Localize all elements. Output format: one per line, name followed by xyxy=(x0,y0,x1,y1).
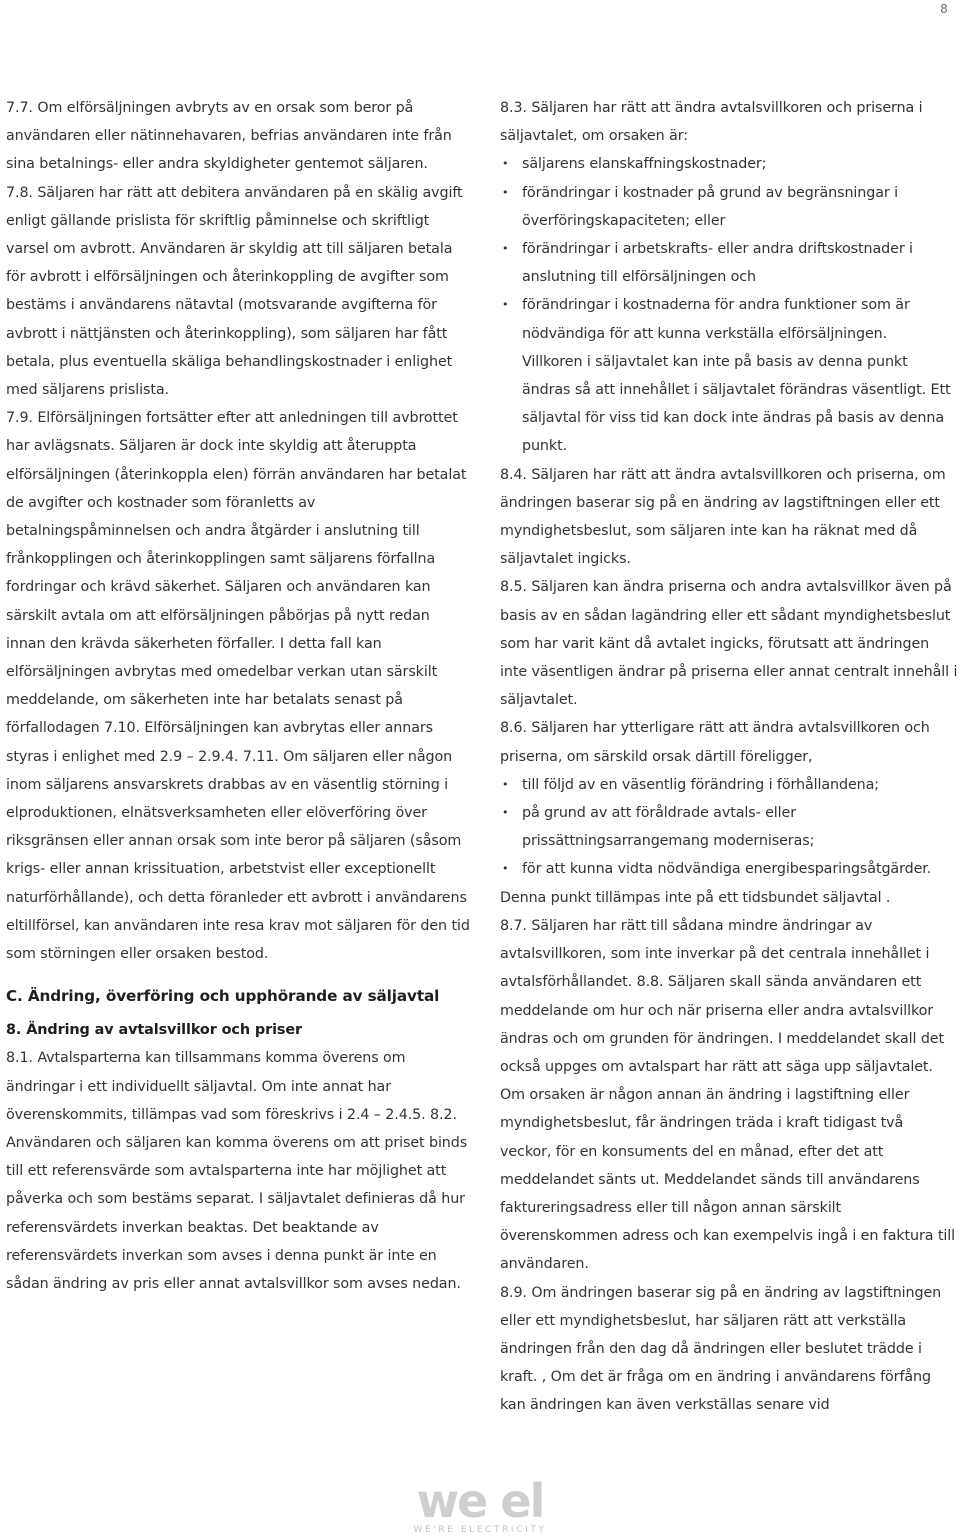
section-8-9: 8.9. Om ändringen baserar sig på en ändring av lagstiftningen eller ett myndighetsbeslut, har säljaren rätt att verkställa ändringen från den dag då ändringen eller beslutet trädde i kraft. , Om det är fråga om en ändring i användarens förfång kan ändringen kan även verkställas senare vid xyxy=(500,1284,942,1414)
logo-wordmark: we el xyxy=(416,1474,544,1528)
section-7-8: 7.8. Säljaren har rätt att debitera användaren på en skälig avgift enligt gällande prislista för skriftlig påminnelse och skriftligt varsel om avbrott. Användaren är skyldig att till säljaren betala för avbrott i elförsäljningen och återinkoppling de avgifter som bestäms i användarens nätavtal (motsvarande avgifterna för avbrott i nättjänsten och återinkoppling), som säljaren har fått betala, plus eventuella skäliga behandlingskostnader i enlighet med säljarens prislista. xyxy=(6,184,463,399)
section-7-9: 7.9. Elförsäljningen fortsätter efter att anledningen till avbrottet har avlägsnats. Säljaren är dock inte skyldig att återuppta elförsäljningen (återinkoppla elen) förrän användaren har betalat de avgifter och kostnader som föranletts av betalningspåminnelsen och andra åtgärder i anslutning till frånkopplingen och återinkopplingen samt säljarens förfallna fordringar och krävd säkerhet. Säljaren och användaren kan särskilt avtala om att elförsäljningen påbörjas på nytt redan innan den krävda säkerheten förfaller. I detta fall kan elförsäljningen avbrytas med omedelbar verkan utan särskilt meddelande, om säkerheten inte har betalats senast på förfallodagen 7.10. Elförsäljningen kan avbrytas eller annars styras i enlighet med 2.9 – 2.9.4. 7.11. Om säljaren eller någon inom säljarens ansvarskrets drabbas av en väsentlig störning i elproduktionen, elnätsverksamheten eller elöverföring över riksgränsen eller annan orsak som inte beror på säljaren (såsom krigs- eller annan krissituation, arbetstvist eller exceptionellt naturförhållande), och detta föranleder ett avbrott i användarens eltillförsel, kan användaren inte resa krav mot säljaren för den tid som störningen eller orsaken bestod. xyxy=(6,410,470,963)
section-7-7: 7.7. Om elförsäljningen avbryts av en orsak som beror på användaren eller nätinnehavaren, befrias användaren inte från sina betalnings- eller andra skyldigheter gentemot säljaren. xyxy=(6,100,452,173)
bullet-list-8-3 xyxy=(500,150,958,347)
section-8-3: 8.3. Säljaren har rätt att ändra avtalsvillkoren och priserna i säljavtalet, om orsaken är: xyxy=(500,100,923,145)
right-column xyxy=(500,94,958,1420)
page-number: 8 xyxy=(940,1,948,16)
heading-section-8: 8. Ändring av avtalsvillkor och priser xyxy=(6,1022,303,1039)
list-item: • för att kunna vidta nödvändiga energibesparingsåtgärder. xyxy=(500,855,958,883)
section-8-5: 8.5. Säljaren kan ändra priserna och andra avtalsvillkor även på basis av en sådan lagändring eller ett sådant myndighetsbeslut som har varit känt då avtalet ingicks, förutsatt att ändringen inte väsentligen ändrar på priserna eller annat centralt innehåll i säljavtalet. xyxy=(500,579,958,709)
section-8-6-continued: Denna punkt tillämpas inte på ett tidsbundet säljavtal . xyxy=(500,889,891,906)
list-item: • på grund av att föråldrade avtals- eller prissättningsarrangemang moderniseras; xyxy=(500,799,958,855)
left-column xyxy=(6,94,470,1298)
bullet-list-8-6 xyxy=(500,771,958,884)
list-item: • förändringar i arbetskrafts- eller andra driftskostnader i anslutning till elförsäljningen och xyxy=(500,235,958,291)
section-8-6: 8.6. Säljaren har ytterligare rätt att ändra avtalsvillkoren och priserna, om särskild orsak därtill föreligger, xyxy=(500,720,930,765)
list-item: • förändringar i kostnaderna för andra funktioner som är nödvändiga för att kunna verkställa elförsäljningen. xyxy=(500,291,958,347)
list-item: • till följd av en väsentlig förändring i förhållandena; xyxy=(500,771,958,799)
section-8-4: 8.4. Säljaren har rätt att ändra avtalsvillkoren och priserna, om ändringen baserar sig på en ändring av lagstiftningen eller ett myndighetsbeslut, som säljaren inte kan ha räknat med då säljavtalet ingicks. xyxy=(500,466,946,568)
section-8-3-continued: Villkoren i säljavtalet kan inte på basis av denna punkt ändras så att innehållet i säljavtalet förändras väsentligt. Ett säljavtal för viss tid kan dock inte ändras på basis av denna punkt. xyxy=(522,353,951,455)
weel-logo xyxy=(406,1474,554,1540)
section-8-7-8-8: 8.7. Säljaren har rätt till sådana mindre ändringar av avtalsvillkoren, som inte inverkar på det centrala innehållet i avtalsförhållandet. 8.8. Säljaren skall sända användaren ett meddelande om hur och när priserna eller andra avtalsvillkor ändras och om grunden för ändringen. I meddelandet skall det också uppges om avtalspart har rätt att säga upp säljavtalet. Om orsaken är någon annan än ändring i lagstiftning eller myndighetsbeslut, får ändringen träda i kraft tidigast två veckor, för en konsuments del en månad, efter det att meddelandet sänts ut. Meddelandet sänds till användarens faktureringsadress eller till någon annan särskilt överenskommen adress och kan exempelvis ingå i en faktura till användaren. xyxy=(500,917,956,1273)
section-8-1: 8.1. Avtalsparterna kan tillsammans komma överens om ändringar i ett individuellt säljavtal. Om inte annat har överenskommits, tillämpas vad som föreskrivs i 2.4 – 2.4.5. 8.2. Användaren och säljaren kan komma överens om att priset binds till ett referensvärde som avtalsparterna inte har möjlighet att påverka och som bestäms separat. I säljavtalet definieras då hur referensvärdets inverkan beaktas. Det beaktande av referensvärdets inverkan som avses i denna punkt är inte en sådan ändring av pris eller annat avtalsvillkor som avses nedan. xyxy=(6,1050,468,1292)
list-item: • förändringar i kostnader på grund av begränsningar i överföringskapaciteten; eller xyxy=(500,179,958,235)
heading-section-c: C. Ändring, överföring och upphörande av säljavtal xyxy=(6,987,440,1006)
logo-tagline: WE'RE ELECTRICITY xyxy=(413,1525,547,1535)
list-item: • säljarens elanskaffningskostnader; xyxy=(500,150,958,178)
